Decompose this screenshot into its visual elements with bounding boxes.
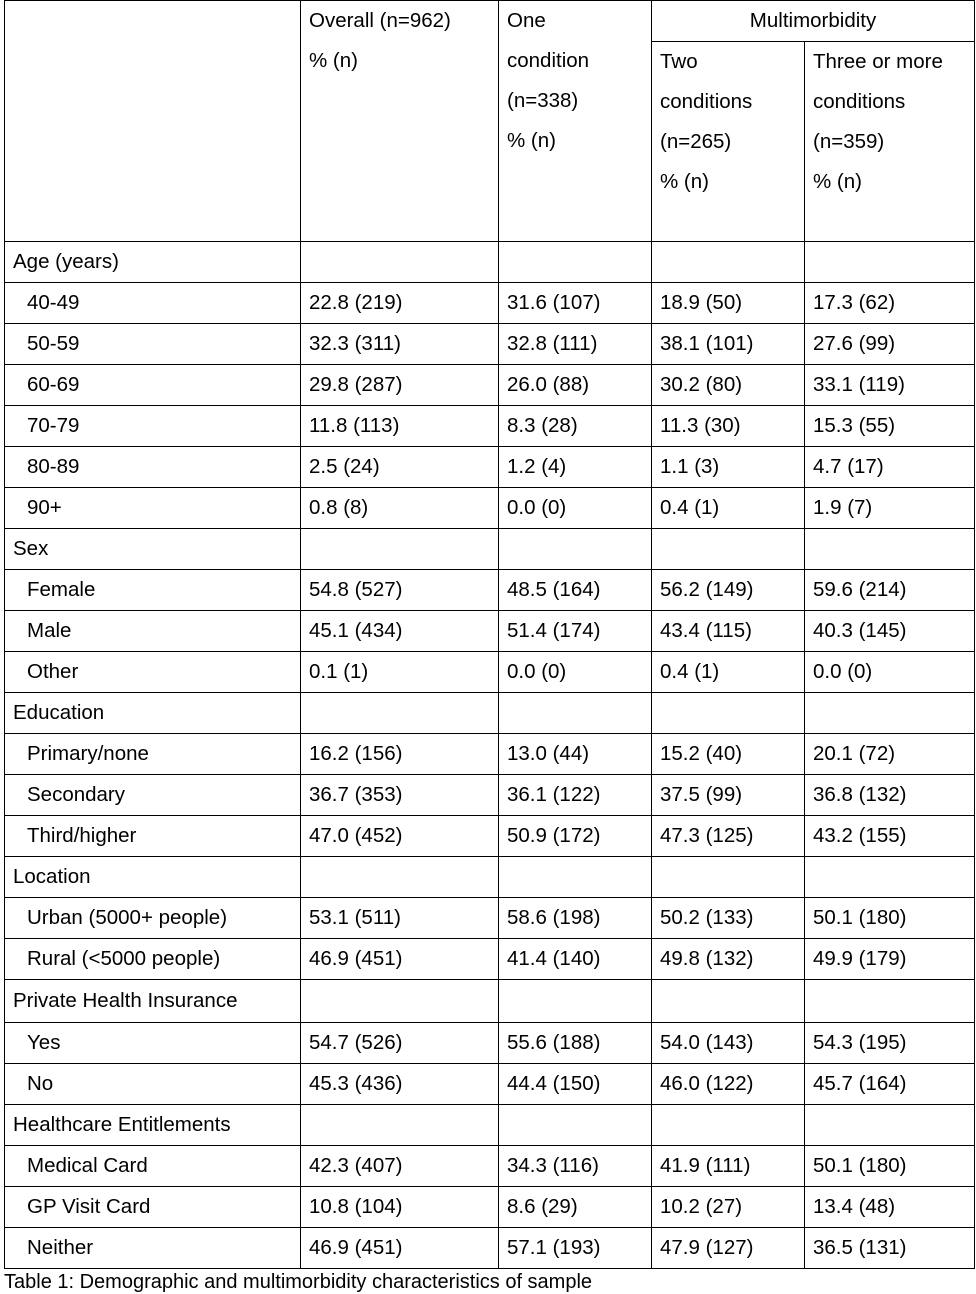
- table-cell: 54.3 (195): [805, 1023, 975, 1064]
- table-row: [5, 1228, 975, 1269]
- row-label: GP Visit Card: [5, 1187, 301, 1228]
- table-cell: 33.1 (119): [805, 365, 975, 406]
- table-cell: [499, 529, 652, 570]
- table-cell: 22.8 (219): [301, 283, 499, 324]
- table-cell: 8.3 (28): [499, 406, 652, 447]
- header-two-line: (n=265): [660, 130, 732, 153]
- table-cell: 16.2 (156): [301, 734, 499, 775]
- table-cell: 50.1 (180): [805, 898, 975, 939]
- table-cell: 1.2 (4): [499, 447, 652, 488]
- table-cell: 45.3 (436): [301, 1064, 499, 1105]
- header-three-line: (n=359): [813, 130, 885, 153]
- header-multimorbidity: Multimorbidity: [652, 1, 975, 42]
- row-label: 70-79: [5, 406, 301, 447]
- row-label: 60-69: [5, 365, 301, 406]
- table-cell: 31.6 (107): [499, 283, 652, 324]
- header-overall: [301, 1, 499, 242]
- row-label: Neither: [5, 1228, 301, 1269]
- table-row: [5, 611, 975, 652]
- table-cell: 49.8 (132): [652, 939, 805, 980]
- table-cell: [301, 1105, 499, 1146]
- table-row: [5, 488, 975, 529]
- table-cell: 37.5 (99): [652, 775, 805, 816]
- table-cell: 11.8 (113): [301, 406, 499, 447]
- table-cell: [301, 242, 499, 283]
- table-row: [5, 447, 975, 488]
- table-cell: 36.7 (353): [301, 775, 499, 816]
- table-cell: 0.8 (8): [301, 488, 499, 529]
- table-cell: 32.8 (111): [499, 324, 652, 365]
- table-cell: 0.1 (1): [301, 652, 499, 693]
- table-cell: 38.1 (101): [652, 324, 805, 365]
- table-row: [5, 898, 975, 939]
- table-cell: 41.4 (140): [499, 939, 652, 980]
- table-cell: 15.2 (40): [652, 734, 805, 775]
- header-overall-line: Overall (n=962): [309, 9, 451, 32]
- table-cell: 30.2 (80): [652, 365, 805, 406]
- table-caption: Table 1: Demographic and multimorbidity characteristics of sample: [4, 1271, 593, 1293]
- table-cell: 1.9 (7): [805, 488, 975, 529]
- header-one-line: condition: [507, 49, 590, 72]
- table-cell: 13.4 (48): [805, 1187, 975, 1228]
- header-one-condition: [499, 1, 652, 242]
- header-three-line: % (n): [813, 170, 862, 193]
- header-three-line: Three or more: [813, 50, 943, 73]
- table-row: [5, 570, 975, 611]
- table-cell: [805, 529, 975, 570]
- table-cell: 27.6 (99): [805, 324, 975, 365]
- row-label: Other: [5, 652, 301, 693]
- table-cell: 10.8 (104): [301, 1187, 499, 1228]
- header-one-line: One: [507, 9, 546, 32]
- header-blank-cell: [5, 1, 301, 242]
- table-cell: 49.9 (179): [805, 939, 975, 980]
- table-cell: 10.2 (27): [652, 1187, 805, 1228]
- row-label: 40-49: [5, 283, 301, 324]
- table-row: [5, 1023, 975, 1064]
- table-cell: 59.6 (214): [805, 570, 975, 611]
- table-cell: 18.9 (50): [652, 283, 805, 324]
- table-cell: [652, 857, 805, 898]
- header-one-line: % (n): [507, 129, 556, 152]
- table-cell: 1.1 (3): [652, 447, 805, 488]
- table-cell: [301, 857, 499, 898]
- table-cell: [805, 980, 975, 1023]
- row-label: Rural (<5000 people): [5, 939, 301, 980]
- table-row: [5, 652, 975, 693]
- table-cell: 11.3 (30): [652, 406, 805, 447]
- section-label: Location: [5, 857, 301, 898]
- table-cell: 47.3 (125): [652, 816, 805, 857]
- table-cell: 54.8 (527): [301, 570, 499, 611]
- table-cell: [301, 980, 499, 1023]
- section-label: Private Health Insurance: [5, 980, 301, 1023]
- section-label: Education: [5, 693, 301, 734]
- header-three-or-more: [805, 42, 975, 242]
- table-row: [5, 283, 975, 324]
- header-one-line: (n=338): [507, 89, 579, 112]
- table-cell: 0.4 (1): [652, 488, 805, 529]
- table-cell: 0.4 (1): [652, 652, 805, 693]
- table-cell: 50.1 (180): [805, 1146, 975, 1187]
- table-section-row: [5, 529, 975, 570]
- table-cell: [652, 1105, 805, 1146]
- table-cell: [652, 693, 805, 734]
- table-cell: 17.3 (62): [805, 283, 975, 324]
- table-cell: 4.7 (17): [805, 447, 975, 488]
- table-cell: 56.2 (149): [652, 570, 805, 611]
- table-cell: 55.6 (188): [499, 1023, 652, 1064]
- table-section-row: [5, 693, 975, 734]
- table-cell: 45.1 (434): [301, 611, 499, 652]
- table-cell: 15.3 (55): [805, 406, 975, 447]
- row-label: Primary/none: [5, 734, 301, 775]
- row-label: 50-59: [5, 324, 301, 365]
- table-cell: 48.5 (164): [499, 570, 652, 611]
- table-cell: 57.1 (193): [499, 1228, 652, 1269]
- table-row: [5, 1064, 975, 1105]
- table-cell: 36.1 (122): [499, 775, 652, 816]
- table-cell: 45.7 (164): [805, 1064, 975, 1105]
- table-section-row: [5, 242, 975, 283]
- table-cell: 43.2 (155): [805, 816, 975, 857]
- table-cell: 34.3 (116): [499, 1146, 652, 1187]
- table-cell: 58.6 (198): [499, 898, 652, 939]
- table-cell: 54.7 (526): [301, 1023, 499, 1064]
- table-row: [5, 406, 975, 447]
- table-cell: [805, 693, 975, 734]
- table-cell: 0.0 (0): [805, 652, 975, 693]
- table-cell: 42.3 (407): [301, 1146, 499, 1187]
- header-two-line: % (n): [660, 170, 709, 193]
- table-row: [5, 324, 975, 365]
- table-cell: 46.9 (451): [301, 1228, 499, 1269]
- table-row: [5, 816, 975, 857]
- table-cell: [499, 980, 652, 1023]
- table-cell: 32.3 (311): [301, 324, 499, 365]
- table-cell: 36.5 (131): [805, 1228, 975, 1269]
- section-label: Sex: [5, 529, 301, 570]
- table-cell: [652, 980, 805, 1023]
- demographics-table: [4, 0, 975, 1269]
- table-header: [5, 1, 975, 242]
- table-cell: [805, 1105, 975, 1146]
- document-page: [4, 0, 974, 1269]
- section-label: Age (years): [5, 242, 301, 283]
- table-row: [5, 939, 975, 980]
- table-cell: 2.5 (24): [301, 447, 499, 488]
- table-row: [5, 775, 975, 816]
- table-cell: 29.8 (287): [301, 365, 499, 406]
- row-label: Urban (5000+ people): [5, 898, 301, 939]
- table-cell: 36.8 (132): [805, 775, 975, 816]
- table-row: [5, 1187, 975, 1228]
- table-cell: [652, 242, 805, 283]
- header-overall-line: % (n): [309, 49, 358, 72]
- header-three-line: conditions: [813, 90, 906, 113]
- table-cell: 41.9 (111): [652, 1146, 805, 1187]
- table-cell: 50.2 (133): [652, 898, 805, 939]
- header-two-line: Two: [660, 50, 698, 73]
- row-label: 90+: [5, 488, 301, 529]
- table-cell: 40.3 (145): [805, 611, 975, 652]
- table-cell: 50.9 (172): [499, 816, 652, 857]
- table-cell: [499, 1105, 652, 1146]
- table-cell: [652, 529, 805, 570]
- table-cell: 53.1 (511): [301, 898, 499, 939]
- row-label: Female: [5, 570, 301, 611]
- table-cell: 13.0 (44): [499, 734, 652, 775]
- table-cell: [805, 857, 975, 898]
- table-section-row: [5, 857, 975, 898]
- header-two-conditions: [652, 42, 805, 242]
- table-cell: 47.9 (127): [652, 1228, 805, 1269]
- table-cell: 0.0 (0): [499, 652, 652, 693]
- table-body: [5, 242, 975, 1269]
- section-label: Healthcare Entitlements: [5, 1105, 301, 1146]
- row-label: 80-89: [5, 447, 301, 488]
- table-cell: [301, 529, 499, 570]
- table-section-row: [5, 980, 975, 1023]
- row-label: Male: [5, 611, 301, 652]
- table-cell: 20.1 (72): [805, 734, 975, 775]
- table-cell: 51.4 (174): [499, 611, 652, 652]
- row-label: Secondary: [5, 775, 301, 816]
- table-cell: 26.0 (88): [499, 365, 652, 406]
- table-row: [5, 1146, 975, 1187]
- table-cell: [499, 242, 652, 283]
- table-cell: [499, 693, 652, 734]
- table-cell: 43.4 (115): [652, 611, 805, 652]
- table-cell: [301, 693, 499, 734]
- table-cell: [805, 242, 975, 283]
- table-section-row: [5, 1105, 975, 1146]
- table-cell: 0.0 (0): [499, 488, 652, 529]
- table-row: [5, 734, 975, 775]
- row-label: Third/higher: [5, 816, 301, 857]
- table-cell: [499, 857, 652, 898]
- table-cell: 44.4 (150): [499, 1064, 652, 1105]
- row-label: No: [5, 1064, 301, 1105]
- table-cell: 54.0 (143): [652, 1023, 805, 1064]
- header-two-line: conditions: [660, 90, 753, 113]
- table-cell: 47.0 (452): [301, 816, 499, 857]
- table-cell: 46.9 (451): [301, 939, 499, 980]
- table-cell: 46.0 (122): [652, 1064, 805, 1105]
- row-label: Yes: [5, 1023, 301, 1064]
- table-row: [5, 365, 975, 406]
- row-label: Medical Card: [5, 1146, 301, 1187]
- table-cell: 8.6 (29): [499, 1187, 652, 1228]
